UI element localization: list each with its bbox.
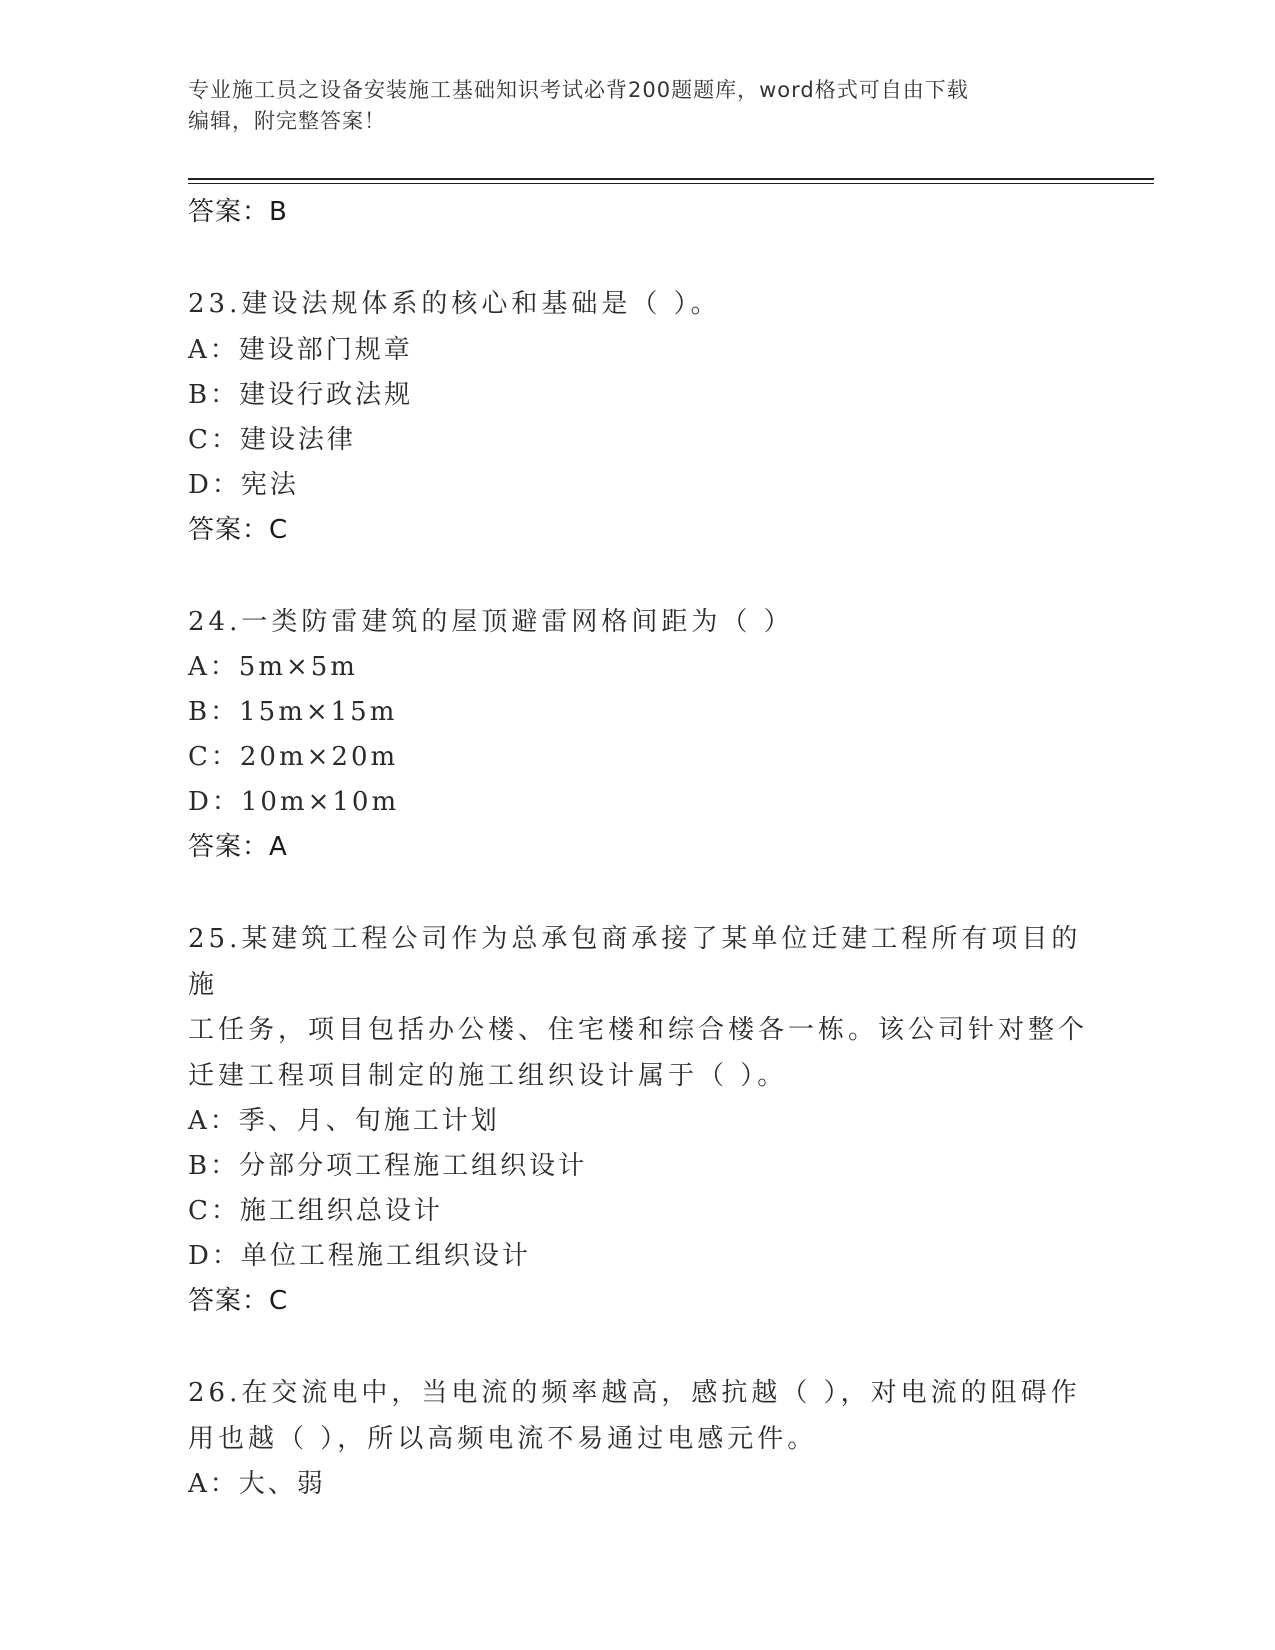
option-a: A：5m×5m [188,652,358,682]
option-c: C：20m×20m [188,742,399,772]
header-divider-thin [188,183,1154,184]
answer-line: 答案：B [188,197,288,227]
option-a: A：季、月、旬施工计划 [188,1106,500,1136]
option-c: C：建设法律 [188,424,356,455]
option-b: B：分部分项工程施工组织设计 [188,1151,588,1181]
answer-line: 答案：C [188,1286,289,1316]
option-b: B：建设行政法规 [188,379,414,410]
document-header: 专业施工员之设备安装施工基础知识考试必背200题题库，word格式可自由下载 编辑，附完整答案！ [188,78,969,133]
question-23 [188,282,1088,552]
option-d: D：单位工程施工组织设计 [188,1241,531,1271]
header-divider [188,178,1154,180]
option-d: D：10m×10m [188,787,400,817]
question-24 [188,600,1088,870]
option-c: C：施工组织总设计 [188,1196,443,1226]
question-26 [188,1371,1088,1507]
answer-line: 答案：C [188,514,289,545]
question-25 [188,917,1088,1323]
question-stem: 25.某建筑工程公司作为总承包商承接了某单位迁建工程所有项目的施 工任务，项目包括办公楼、住宅楼和综合楼各一栋。该公司针对整个 迁建工程项目制定的施工组织设计属于（ ）。 [188,924,1089,1091]
option-a: A：大、弱 [188,1469,326,1499]
option-d: D：宪法 [188,469,299,500]
question-list [188,190,1088,1507]
option-a: A：建设部门规章 [188,334,413,365]
question-stem: 23.建设法规体系的核心和基础是（ ）。 [188,289,721,319]
option-b: B：15m×15m [188,697,398,727]
question-stem: 24.一类防雷建筑的屋顶避雷网格间距为（ ） [188,606,794,637]
question-stem: 26.在交流电中，当电流的频率越高，感抗越（ ），对电流的阻碍作 用也越（ ），所以高频电流不易通过电感元件。 [188,1378,1081,1454]
answer-line: 答案：A [188,832,288,862]
